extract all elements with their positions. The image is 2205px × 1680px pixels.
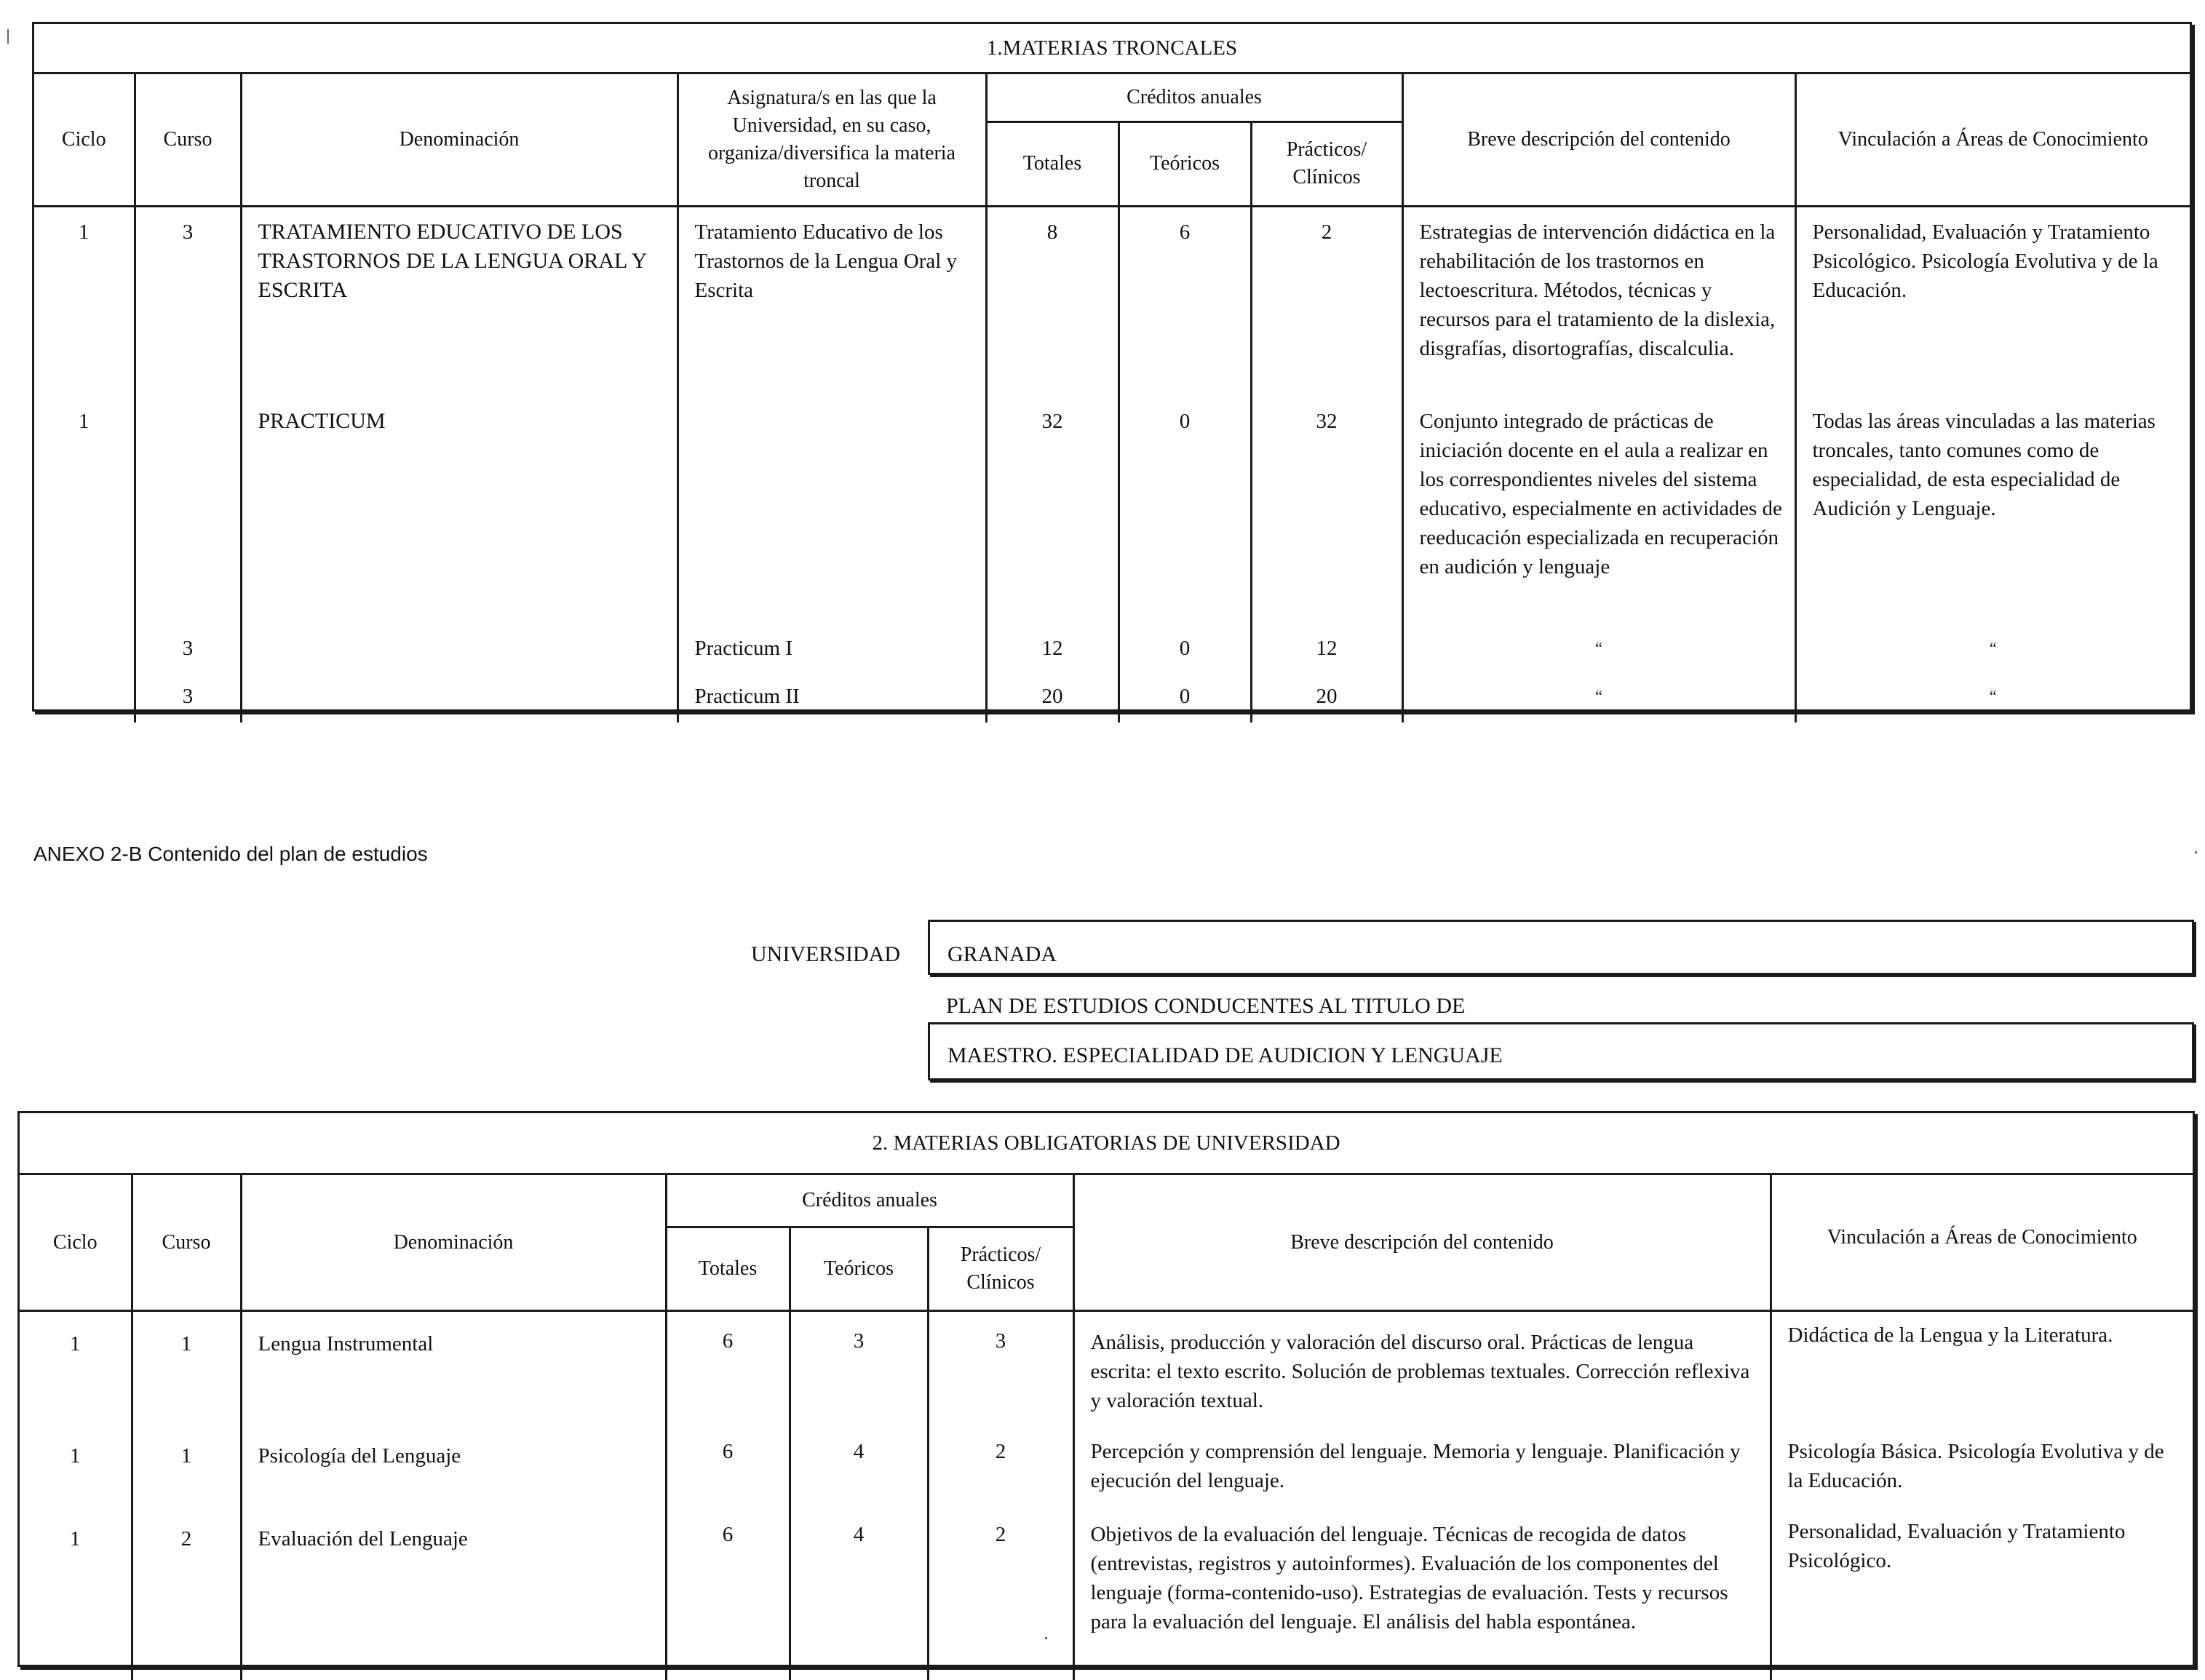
row-totales: 6	[666, 1431, 790, 1511]
table1-header-curso: Curso	[135, 73, 241, 207]
universidad-value: GRANADA	[947, 942, 1057, 966]
row-curso: 2	[132, 1511, 241, 1680]
row-denominacion: Lengua Instrumental	[241, 1311, 666, 1432]
row-vinculacion: Psicología Básica. Psicología Evolutiva y de la Educación.	[1771, 1431, 2193, 1511]
row-descripcion: Objetivos de la evaluación del lenguaje. Técnicas de recogida de datos (entrevistas, registros y autoinformes). Evaluación de los componentes del lenguaje (forma-contenido-uso). Estrategias de evaluación. Tests y recursos para la evaluación del lenguaje. El análisis del habla espontánea.	[1073, 1511, 1771, 1680]
universidad-label: UNIVERSIDAD	[751, 942, 900, 966]
row-descripcion: Conjunto integrado de prácticas de iniciación docente en el aula a realizar en los correspondientes niveles del sistema educativo, especialmente en actividades de reeducación especializada en recuperación en audición y lenguaje	[1402, 407, 1795, 634]
scan-speck	[2195, 851, 2197, 853]
row-asignatura: Practicum II	[678, 682, 986, 722]
row-ciclo: 1	[34, 407, 135, 634]
table1-header-denominacion: Denominación	[241, 73, 678, 207]
table2-header-practicos: Prácticos/ Clínicos	[928, 1227, 1073, 1311]
row-ciclo: 1	[34, 207, 135, 407]
table1-header-vinculacion: Vinculación a Áreas de Conocimiento	[1795, 73, 2190, 207]
table1-title: 1.MATERIAS TRONCALES	[34, 24, 2190, 73]
row-descripcion: “	[1402, 634, 1795, 682]
table2-header-descripcion: Breve descripción del contenido	[1073, 1174, 1771, 1311]
row-descripcion: “	[1402, 682, 1795, 722]
table1-header-totales: Totales	[986, 122, 1119, 206]
row-denominacion: Psicología del Lenguaje	[241, 1431, 666, 1511]
row-asignatura	[678, 407, 986, 634]
row-ciclo: 1	[20, 1511, 132, 1680]
titulo-value: MAESTRO. ESPECIALIDAD DE AUDICION Y LENGUAJE	[947, 1043, 1503, 1067]
row-vinculacion: “	[1795, 682, 2190, 722]
table1-header-asignatura: Asignatura/s en las que la Universidad, en su caso, organiza/diversifica la materia troncal	[678, 73, 986, 207]
row-practicos: 2	[928, 1431, 1073, 1511]
row-ciclo: 1	[20, 1311, 132, 1432]
materias-obligatorias-table	[17, 1111, 2195, 1667]
row-vinculacion: “	[1795, 634, 2190, 682]
table2-header-denominacion: Denominación	[241, 1174, 666, 1311]
row-teoricos: 3	[790, 1311, 928, 1432]
row-ciclo	[34, 634, 135, 682]
row-totales: 32	[986, 407, 1119, 634]
scan-speck	[1045, 1637, 1047, 1639]
table1-header-ciclo: Ciclo	[34, 73, 135, 207]
table2-header-curso: Curso	[132, 1174, 241, 1311]
row-vinculacion: Didáctica de la Lengua y la Literatura.	[1771, 1311, 2193, 1432]
table-row	[34, 207, 2190, 407]
table-row	[34, 634, 2190, 682]
row-ciclo: 1	[20, 1431, 132, 1511]
row-totales: 6	[666, 1511, 790, 1680]
row-practicos: 12	[1251, 634, 1402, 682]
row-totales: 8	[986, 207, 1119, 407]
table-row	[34, 682, 2190, 722]
row-teoricos: 0	[1119, 682, 1251, 722]
scan-speck	[7, 29, 9, 44]
row-descripcion: Análisis, producción y valoración del discurso oral. Prácticas de lengua escrita: el texto escrito. Solución de problemas textuales. Corrección reflexiva y valoración textual.	[1073, 1311, 1771, 1432]
row-totales: 6	[666, 1311, 790, 1432]
annex-heading: ANEXO 2-B Contenido del plan de estudios	[33, 843, 428, 865]
table-row	[20, 1431, 2193, 1511]
row-descripcion: Percepción y comprensión del lenguaje. Memoria y lenguaje. Planificación y ejecución del lenguaje.	[1073, 1431, 1771, 1511]
table2-header-teoricos: Teóricos	[790, 1227, 928, 1311]
row-vinculacion: Personalidad, Evaluación y Tratamiento Psicológico. Psicología Evolutiva y de la Educación.	[1795, 207, 2190, 407]
row-curso	[135, 407, 241, 634]
row-denominacion: Evaluación del Lenguaje	[241, 1511, 666, 1680]
row-practicos: 20	[1251, 682, 1402, 722]
table1-header-teoricos: Teóricos	[1119, 122, 1251, 206]
row-teoricos: 4	[790, 1511, 928, 1680]
table1-header-practicos: Prácticos/ Clínicos	[1251, 122, 1402, 206]
row-teoricos: 0	[1119, 407, 1251, 634]
row-denominacion: TRATAMIENTO EDUCATIVO DE LOS TRASTORNOS DE LA LENGUA ORAL Y ESCRITA	[241, 207, 678, 407]
row-curso: 1	[132, 1431, 241, 1511]
materias-troncales-table	[32, 22, 2192, 712]
table2-title: 2. MATERIAS OBLIGATORIAS DE UNIVERSIDAD	[20, 1113, 2193, 1174]
row-curso: 3	[135, 682, 241, 722]
row-practicos: 2	[1251, 207, 1402, 407]
row-descripcion: Estrategias de intervención didáctica en la rehabilitación de los trastornos en lectoescritura. Métodos, técnicas y recursos para el tratamiento de la dislexia, disgrafías, disortografías, discalculia.	[1402, 207, 1795, 407]
table-row	[20, 1511, 2193, 1680]
row-totales: 12	[986, 634, 1119, 682]
table1-header-descripcion: Breve descripción del contenido	[1402, 73, 1795, 207]
titulo-box	[928, 1022, 2194, 1080]
row-vinculacion: Personalidad, Evaluación y Tratamiento Psicológico.	[1771, 1511, 2193, 1680]
row-teoricos: 0	[1119, 634, 1251, 682]
materias-obligatorias-grid	[20, 1113, 2193, 1680]
row-denominacion: PRACTICUM	[241, 407, 678, 634]
plan-label: PLAN DE ESTUDIOS CONDUCENTES AL TITULO DE	[946, 994, 1466, 1018]
row-teoricos: 4	[790, 1431, 928, 1511]
row-curso: 1	[132, 1311, 241, 1432]
row-curso: 3	[135, 634, 241, 682]
materias-troncales-grid	[34, 24, 2190, 722]
row-practicos: 32	[1251, 407, 1402, 634]
row-denominacion	[241, 634, 678, 682]
row-practicos: 3	[928, 1311, 1073, 1432]
table2-header-creditos: Créditos anuales	[666, 1174, 1073, 1227]
row-teoricos: 6	[1119, 207, 1251, 407]
row-totales: 20	[986, 682, 1119, 722]
row-curso: 3	[135, 207, 241, 407]
row-practicos: 2	[928, 1511, 1073, 1680]
table-row	[20, 1311, 2193, 1432]
row-ciclo	[34, 682, 135, 722]
row-asignatura: Tratamiento Educativo de los Trastornos de la Lengua Oral y Escrita	[678, 207, 986, 407]
row-vinculacion: Todas las áreas vinculadas a las materias troncales, tanto comunes como de especialidad, de esta especialidad de Audición y Lenguaje.	[1795, 407, 2190, 634]
row-denominacion	[241, 682, 678, 722]
table2-header-ciclo: Ciclo	[20, 1174, 132, 1311]
table1-header-creditos: Créditos anuales	[986, 73, 1402, 122]
table2-header-totales: Totales	[666, 1227, 790, 1311]
table2-header-vinculacion: Vinculación a Áreas de Conocimiento	[1771, 1174, 2193, 1311]
row-asignatura: Practicum I	[678, 634, 986, 682]
universidad-box	[928, 920, 2194, 975]
table-row	[34, 407, 2190, 634]
